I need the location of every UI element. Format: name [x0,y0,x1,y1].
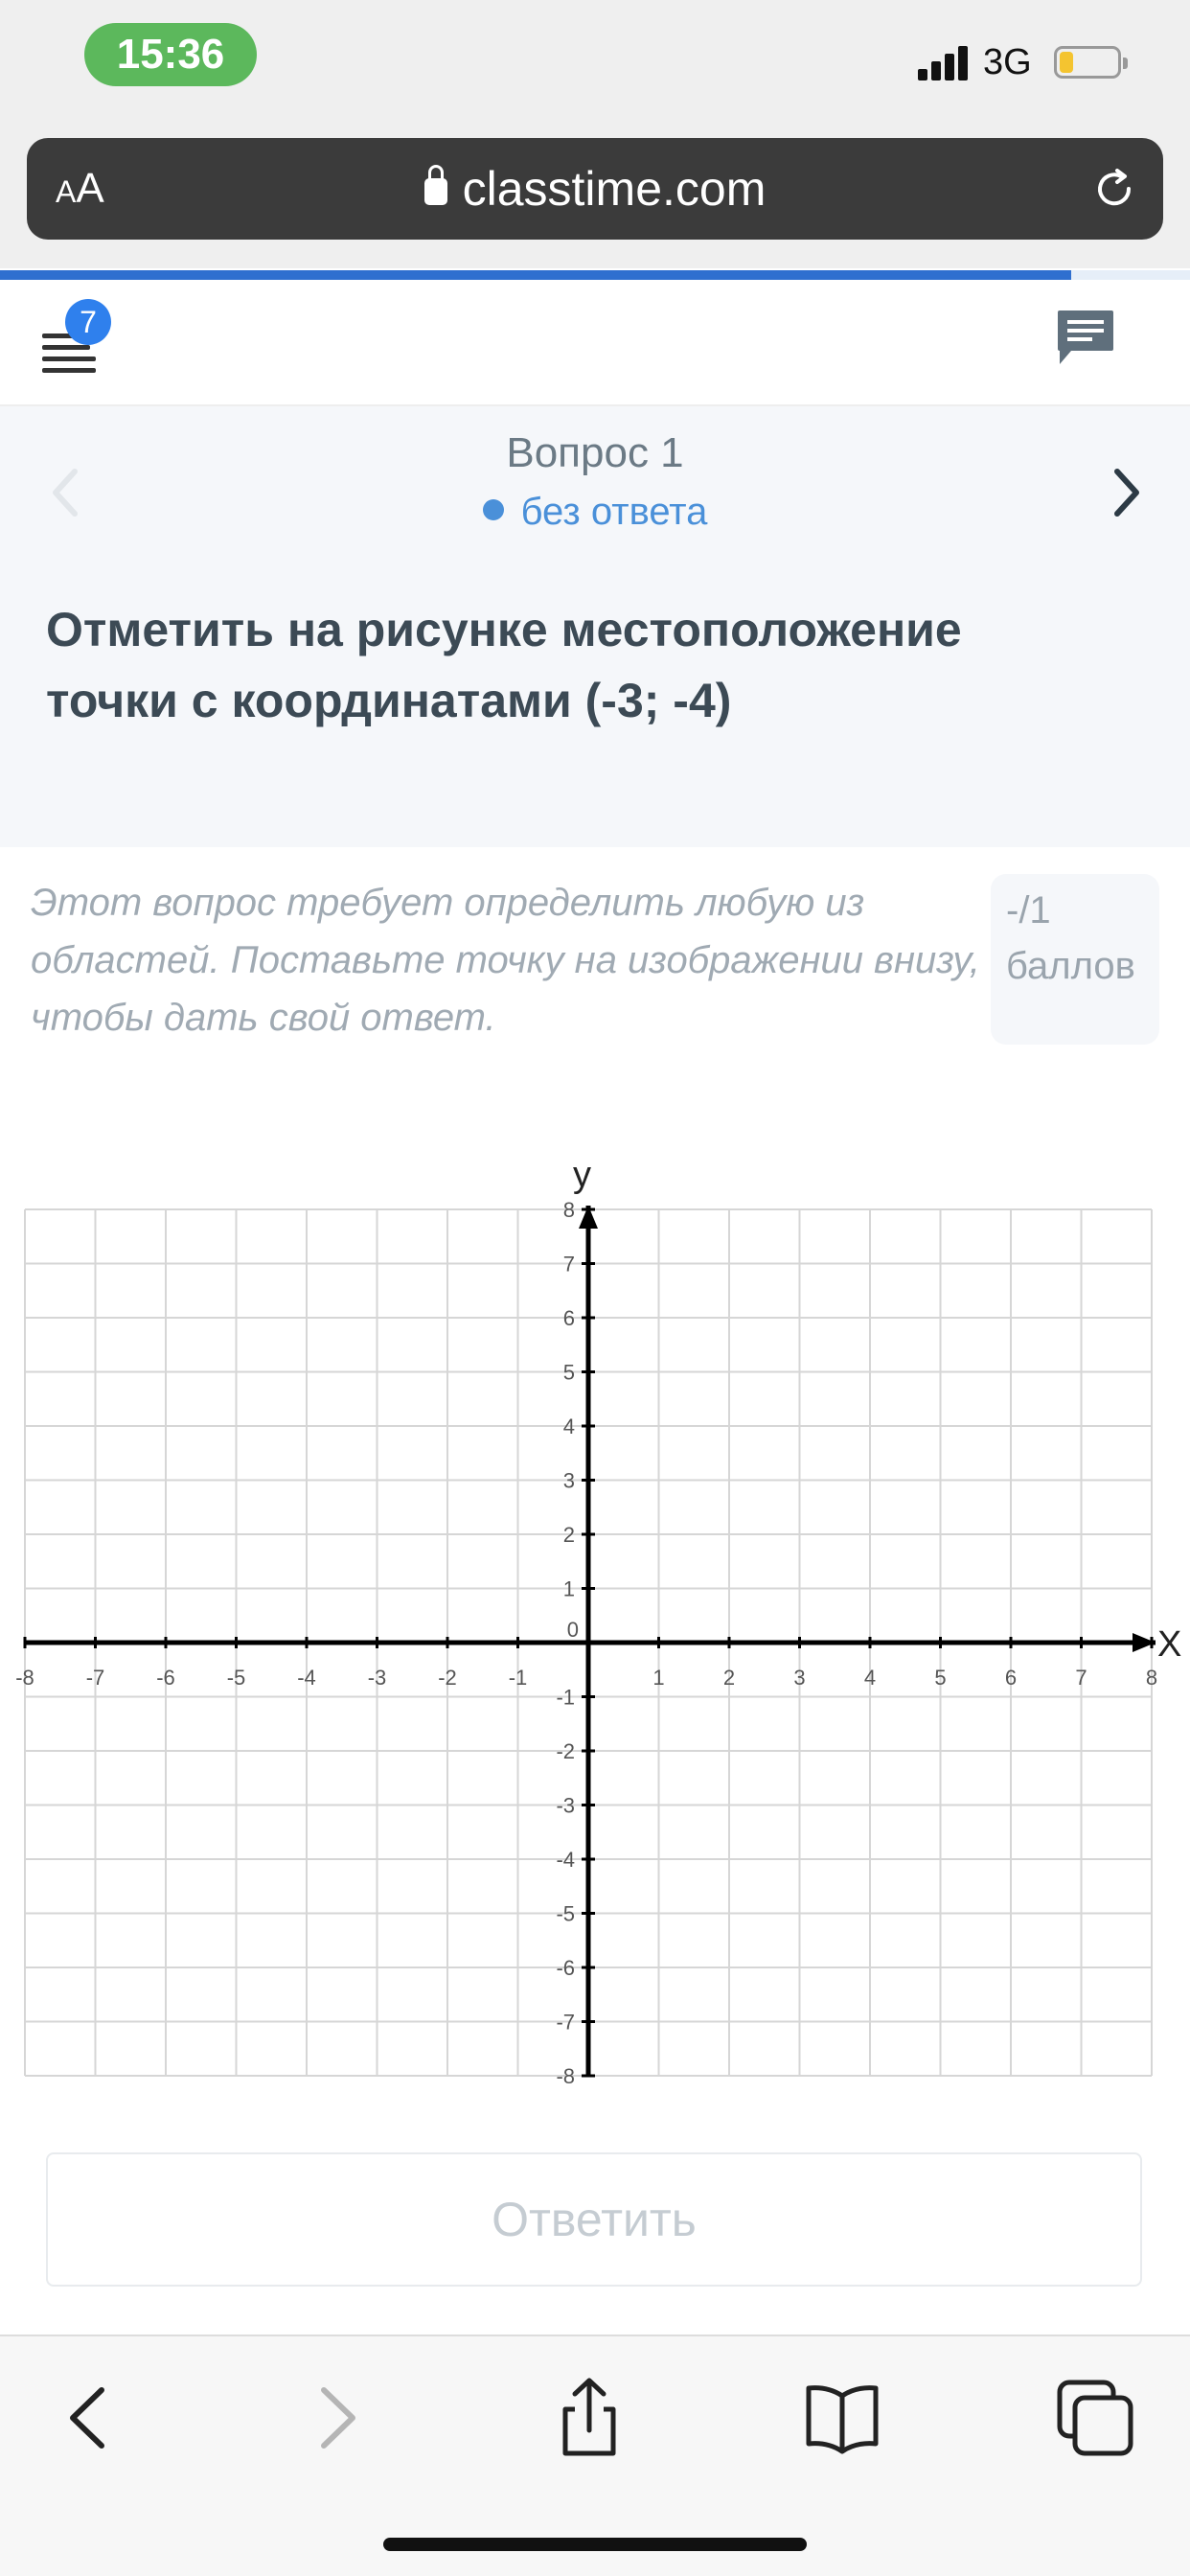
x-tick-label: -3 [367,1666,387,1690]
points-value: -/1 [1006,889,1051,932]
chart-axes [25,1155,1181,2076]
url-text: classtime.com [462,162,767,216]
back-icon[interactable] [46,2375,132,2461]
answer-status-text: без ответа [520,491,708,533]
bookmarks-icon[interactable] [799,2375,885,2461]
y-tick-label: -1 [556,1685,575,1710]
notification-badge: 7 [65,299,111,345]
origin-label: 0 [566,1618,579,1642]
question-instruction: Этот вопрос требует определить любую из областей. Поставьте точку на изображении внизу, чтобы дать свой ответ. [31,882,980,1039]
text-size-button[interactable]: AA [56,165,104,212]
address-bar[interactable] [27,138,1163,240]
network-type: 3G [983,42,1032,82]
answer-status [0,491,1190,534]
y-tick-label: 8 [562,1198,575,1222]
y-tick-label: -6 [556,1956,575,1980]
chat-icon[interactable] [1056,309,1115,366]
page-load-progress [0,270,1190,280]
status-time: 15:36 [84,23,257,86]
y-tick-label: -5 [556,1901,575,1926]
y-tick-label: -2 [556,1739,575,1763]
y-tick-label: 7 [562,1252,575,1276]
y-tick-label: 3 [562,1468,575,1493]
x-tick-label: -2 [438,1666,457,1690]
y-tick-label: -4 [556,1848,575,1872]
x-tick-label: -6 [156,1666,175,1690]
forward-icon[interactable] [293,2375,379,2461]
battery-low-icon [1054,46,1121,79]
y-tick-label: 5 [562,1360,575,1385]
lock-icon [424,178,447,205]
points-label: баллов [1006,945,1135,987]
question-title: Вопрос 1 [506,429,684,476]
x-tick-label: 8 [1145,1666,1158,1690]
x-axis-label: X [1157,1624,1182,1665]
reload-icon[interactable] [1090,165,1138,213]
x-tick-label: -4 [297,1666,316,1690]
status-bar [0,0,1190,115]
points-box [991,874,1159,1045]
home-indicator [383,2538,807,2551]
status-dot-icon [483,499,504,520]
question-panel [0,406,1190,847]
y-tick-label: -7 [556,2010,575,2035]
browser-address-area [0,115,1190,268]
y-tick-label: -3 [556,1793,575,1818]
y-axis-label: y [573,1155,591,1195]
x-tick-label: -7 [85,1666,105,1690]
question-text: Отметить на рисунке местоположение точки с координатами (-3; -4) [46,603,962,727]
url-display[interactable] [27,161,1163,217]
y-tick-label: -8 [556,2064,575,2088]
y-tick-label: 1 [562,1576,575,1601]
y-tick-label: 2 [562,1523,575,1547]
x-tick-label: 1 [652,1666,665,1690]
x-tick-label: 2 [722,1666,736,1690]
share-icon[interactable] [546,2375,632,2461]
next-question-icon[interactable] [1108,464,1146,521]
x-tick-label: 6 [1004,1666,1018,1690]
x-tick-label: 4 [863,1666,877,1690]
coordinate-plane[interactable] [0,1140,1190,2099]
x-tick-label: -5 [226,1666,246,1690]
y-tick-label: 4 [562,1414,575,1438]
x-tick-label: -1 [508,1666,528,1690]
tabs-icon[interactable] [1052,2375,1138,2461]
answer-button[interactable]: Ответить [46,2152,1142,2287]
x-tick-label: 7 [1075,1666,1087,1690]
app-header [0,280,1190,406]
x-tick-label: 3 [793,1666,806,1690]
x-tick-label: 5 [934,1666,947,1690]
signal-icon [918,44,972,80]
x-tick-label: -8 [15,1666,34,1690]
y-tick-label: 6 [562,1306,575,1330]
